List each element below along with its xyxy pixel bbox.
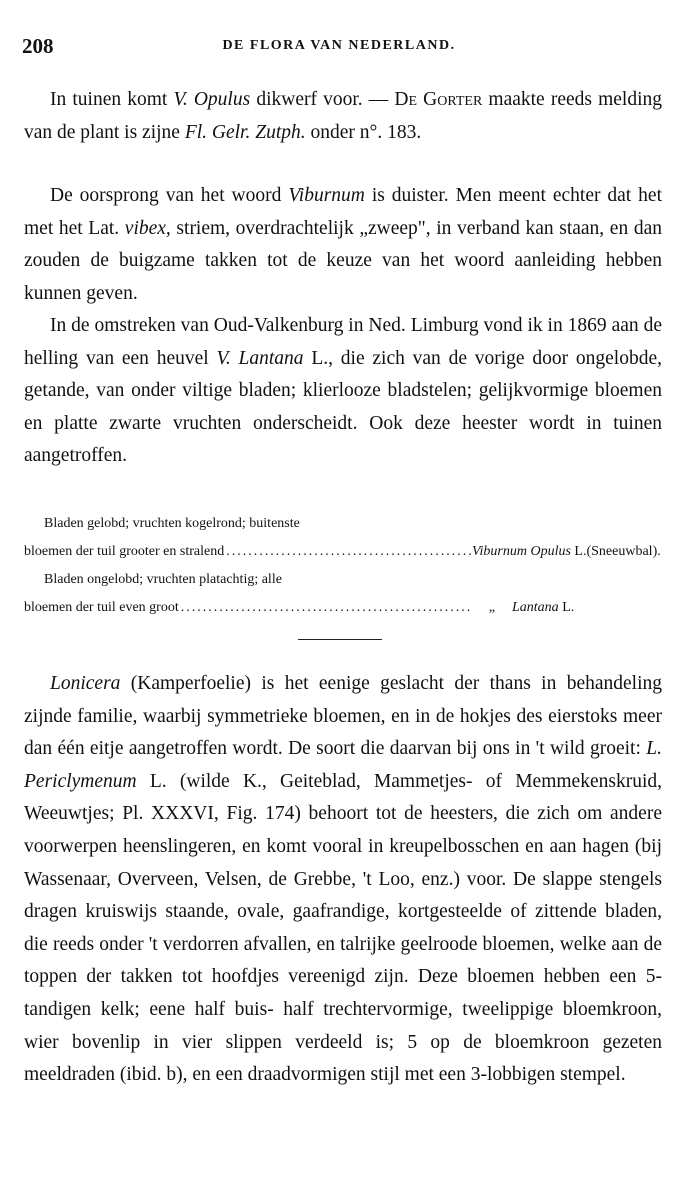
italic-span: Lantana bbox=[512, 600, 559, 615]
italic-span: V. Lantana bbox=[216, 347, 304, 369]
italic-span: Lonicera bbox=[50, 673, 121, 694]
text-span: L., die zich van de vorige door ongelobde, getande, van onder viltige bladen; klierlooze bladstelen; gelijkvormige bloemen en platte zwarte vruchten onderscheidt. Ook deze heester wordt in tuinen aangetroffen. bbox=[24, 347, 662, 466]
text-span: onder n°. 183. bbox=[305, 121, 422, 143]
key-result bbox=[472, 538, 662, 566]
paragraph-lonicera bbox=[24, 668, 662, 1092]
text-span: maakte reeds melding van de plant is zijne bbox=[24, 89, 663, 143]
author-name: De Gorter bbox=[394, 89, 483, 110]
italic-span: L. Periclymenum bbox=[24, 738, 662, 792]
key-result bbox=[512, 594, 662, 622]
key-line bbox=[24, 510, 662, 538]
text-span: L.(Sneeuwbal). bbox=[570, 544, 661, 559]
italic-span: Fl. Gelr. Zutph. bbox=[184, 121, 306, 143]
running-title: DE FLORA VAN NEDERLAND. bbox=[222, 38, 456, 53]
italic-span: V. Opulus bbox=[173, 89, 251, 110]
key-text: bloemen der tuil even groot bbox=[24, 600, 179, 615]
ditto-mark: „ bbox=[488, 600, 496, 615]
italic-span: Viburnum Opulus bbox=[472, 544, 571, 559]
text-span: (Kamperfoelie) is het eenige geslacht der thans in behandeling zijnde familie, waarbij symmetrieke bloemen, en in de hokjes des eierstoks meer dan één eitje aangetroffen wordt. De soort die daarvan bij ons in 't wild groeit: bbox=[24, 673, 662, 760]
text-span: In tuinen komt bbox=[50, 89, 174, 110]
text-span: In de omstreken van Oud-Valkenburg in Ned. Limburg vond ik in 1869 aan de helling van een heuvel bbox=[24, 315, 662, 369]
identification-key bbox=[24, 510, 662, 622]
page-number: 208 bbox=[22, 34, 54, 58]
key-text: Bladen ongelobd; vruchten platachtig; alle bbox=[44, 572, 282, 587]
text-span: is duister. Men meent echter dat het met het Lat. bbox=[24, 185, 662, 239]
paragraph-opulus-gardens bbox=[24, 84, 662, 149]
key-text: Bladen gelobd; vruchten kogelrond; buitenste bbox=[44, 516, 300, 531]
italic-span: vibex, bbox=[124, 217, 171, 239]
key-line bbox=[24, 594, 662, 622]
text-span: L. bbox=[558, 600, 575, 615]
paragraph-viburnum-origin bbox=[24, 180, 662, 310]
text-span: dikwerf voor. — bbox=[250, 89, 395, 110]
leader-dots bbox=[224, 538, 472, 566]
section-divider bbox=[298, 639, 382, 640]
key-line bbox=[24, 566, 662, 594]
text-span: L. (wilde K., Geiteblad, Mammetjes- of Memmekenskruid, Weeuwtjes; Pl. XXXVI, Fig. 174) behoort tot de heesters, die zich om andere voorwerpen heenslingeren, en komt vooral in kreupelbosschen en aan hagen (bij Wassenaar, Overveen, Velsen, de Grebbe, 't Loo, enz.) voor. De slappe stengels dragen kruiswijs staande, ovale, gaafrandige, kortgesteelde of zittende bladen, die reeds onder 't verdorren afvallen, en talrijke geelroode bloemen, welke aan de toppen der takken tot hoofdjes vereenigd zijn. Deze bloemen hebben een 5-tandigen kelk; eene half buis- half trechtervormige, tweelippige bloemkroon, wier bovenlip in vier slippen verdeeld is; 5 op de bloemkroon gezeten meeldraden (ibid. b), en een draadvormigen stijl met een 3-lobbigen stempel. bbox=[24, 770, 662, 1086]
italic-span: Viburnum bbox=[288, 185, 365, 206]
key-line bbox=[24, 538, 662, 566]
text-span: De oorsprong van het woord bbox=[50, 185, 289, 206]
key-text: bloemen der tuil grooter en stralend bbox=[24, 544, 225, 559]
page-header bbox=[22, 34, 656, 58]
text-span: striem, overdrachtelijk „zweep", in verband kan staan, en dan zouden de buigzame takken tot de keuze van het woord aanleiding hebben kunnen geven. bbox=[24, 217, 662, 304]
paragraph-lantana bbox=[24, 310, 662, 473]
leader-dots bbox=[179, 594, 472, 622]
